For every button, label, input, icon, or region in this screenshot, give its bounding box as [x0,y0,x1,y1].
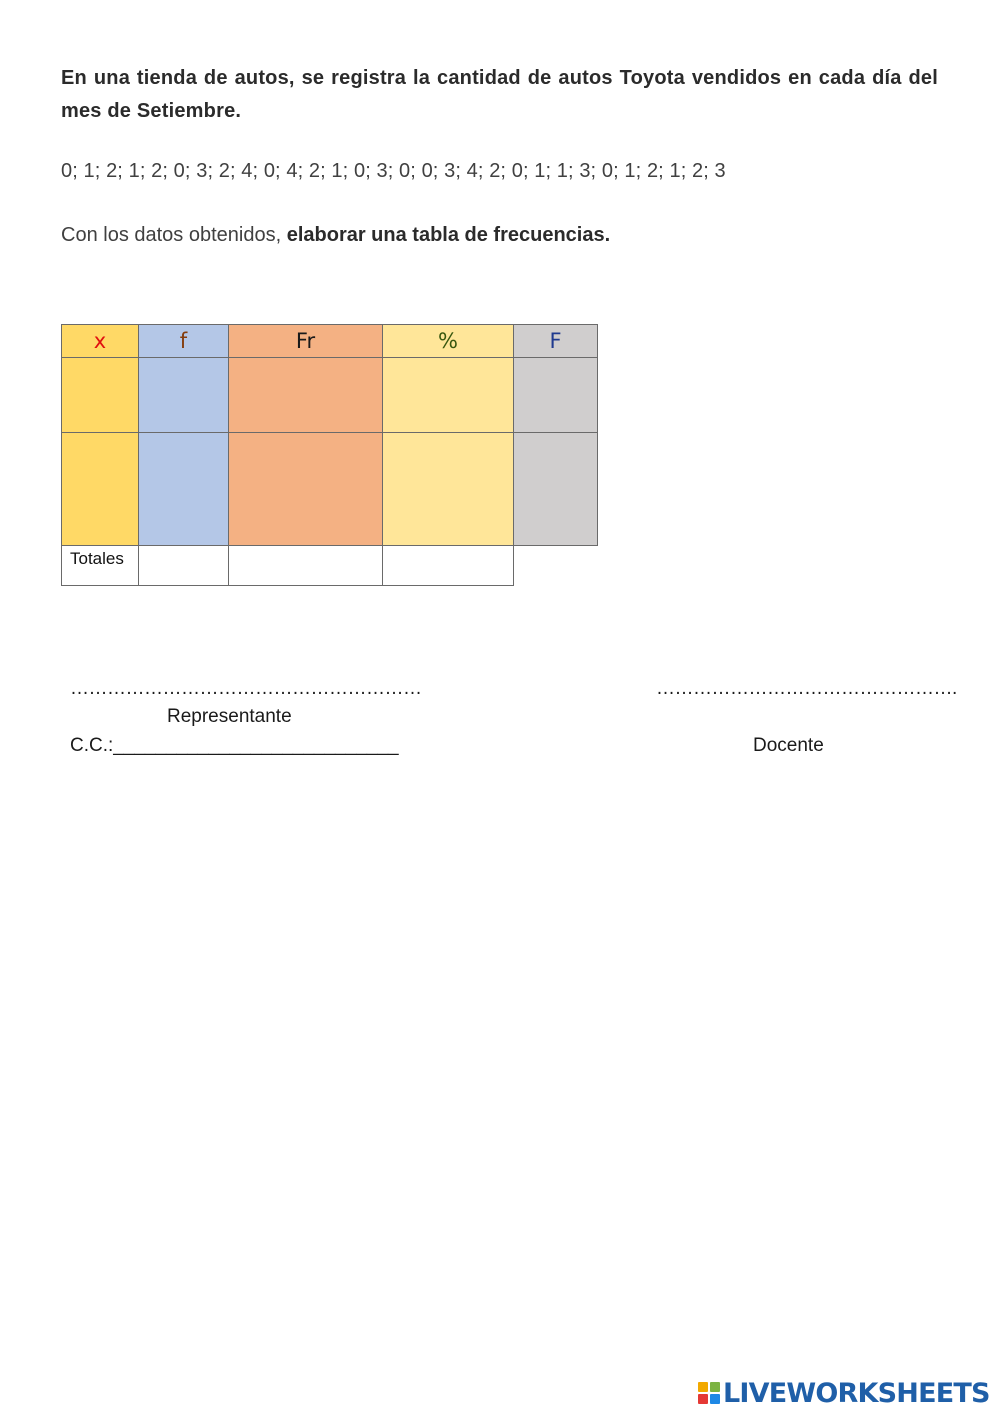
answer-cell-f[interactable] [139,433,229,546]
answer-cell-cumulative-f[interactable] [514,358,598,433]
header-f: f [139,325,229,358]
logo-mark-icon [698,1382,720,1404]
representative-signature-line: ………………………………………………… [70,678,422,699]
instruction-prefix: Con los datos obtenidos, [61,224,287,246]
instruction [61,224,610,247]
table-row [62,433,598,546]
header-cumulative-f: F [514,325,598,358]
header-fr: Fr [229,325,383,358]
answer-cell-f[interactable] [139,358,229,433]
id-number-line: C.C.:___________________________ [70,735,399,756]
representative-label: Representante [167,706,292,727]
answer-cell-x[interactable] [62,358,139,433]
teacher-label: Docente [753,735,824,756]
answer-cell-percent[interactable] [383,358,514,433]
data-values: 0; 1; 2; 1; 2; 0; 3; 2; 4; 0; 4; 2; 1; 0; 3; 0; 0; 3; 4; 2; 0; 1; 1; 3; 0; 1; 2; 1; 2; 3 [61,160,726,182]
frequency-table [61,324,598,586]
table-row [62,358,598,433]
totals-label: Totales [62,546,139,586]
header-percent: % [383,325,514,358]
answer-cell-fr[interactable] [229,358,383,433]
total-cell-percent[interactable] [383,546,514,586]
answer-cell-percent[interactable] [383,433,514,546]
teacher-signature-line: …………………………………………. [656,678,957,699]
answer-cell-fr[interactable] [229,433,383,546]
total-cell-fr[interactable] [229,546,383,586]
problem-statement: En una tienda de autos, se registra la cantidad de autos Toyota vendidos en cada día del mes de Setiembre. [61,67,938,122]
empty-cell [514,546,598,586]
instruction-emphasis: elaborar una tabla de frecuencias. [286,224,611,246]
liveworksheets-logo [698,1378,990,1408]
answer-cell-x[interactable] [62,433,139,546]
answer-cell-cumulative-f[interactable] [514,433,598,546]
table-header-row [62,325,598,358]
header-x: x [62,325,139,358]
totals-row [62,546,598,586]
logo-text: LIVEWORKSHEETS [723,1377,990,1409]
total-cell-f[interactable] [139,546,229,586]
